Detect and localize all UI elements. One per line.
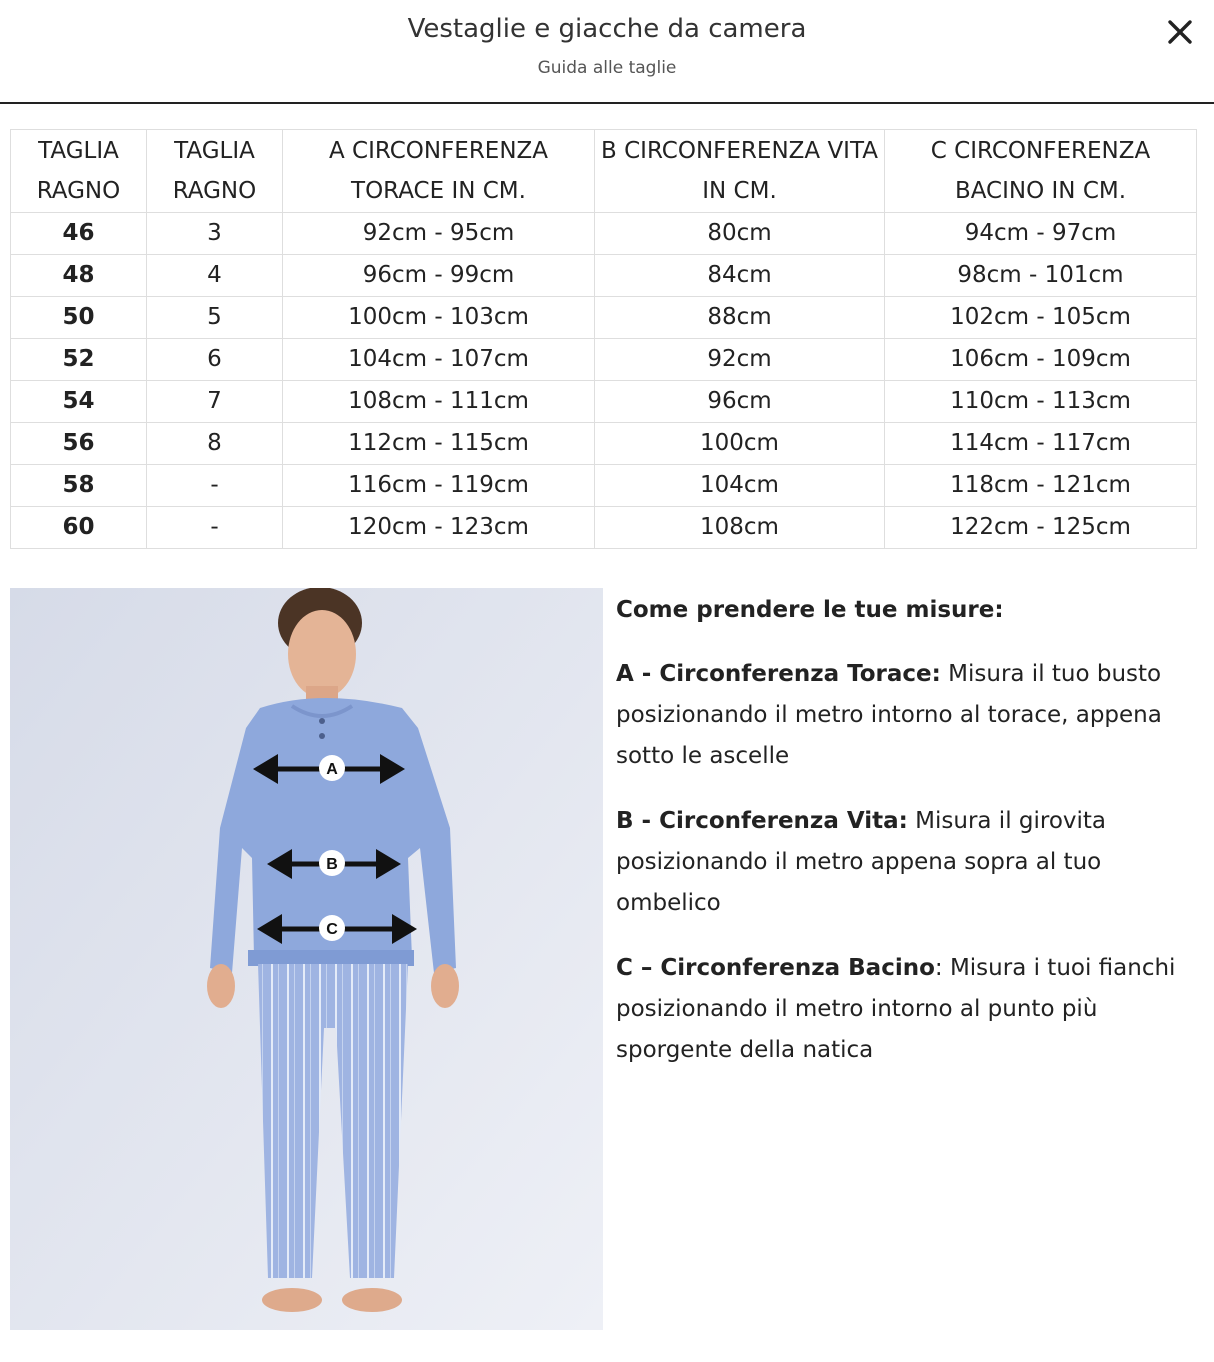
- table-cell: 54: [11, 381, 147, 423]
- table-cell: 5: [147, 297, 283, 339]
- table-row: [11, 423, 1197, 465]
- table-cell: 92cm - 95cm: [283, 213, 595, 255]
- table-cell: 8: [147, 423, 283, 465]
- table-row: [11, 507, 1197, 549]
- marker-c: C: [326, 921, 338, 938]
- table-cell: 98cm - 101cm: [885, 255, 1197, 297]
- table-cell: 116cm - 119cm: [283, 465, 595, 507]
- table-cell: 104cm: [595, 465, 885, 507]
- table-row: [11, 297, 1197, 339]
- close-button[interactable]: [1160, 12, 1200, 52]
- table-cell: 112cm - 115cm: [283, 423, 595, 465]
- modal-subtitle: Guida alle taglie: [537, 58, 677, 78]
- header-bacino: C CIRCONFERENZA BACINO IN CM.: [885, 130, 1197, 213]
- model-pajama-illustration: [10, 588, 603, 1330]
- guide-label: B - Circonferenza Vita:: [616, 808, 908, 834]
- table-row: [11, 339, 1197, 381]
- table-cell: 114cm - 117cm: [885, 423, 1197, 465]
- table-cell: 80cm: [595, 213, 885, 255]
- guide-label: C – Circonferenza Bacino: [616, 955, 935, 981]
- table-cell: 50: [11, 297, 147, 339]
- table-cell: 6: [147, 339, 283, 381]
- size-table: [10, 129, 1197, 549]
- table-cell: 122cm - 125cm: [885, 507, 1197, 549]
- table-cell: 96cm: [595, 381, 885, 423]
- measurement-guide: [616, 590, 1196, 1095]
- header-torace: A CIRCONFERENZA TORACE IN CM.: [283, 130, 595, 213]
- table-cell: 46: [11, 213, 147, 255]
- marker-a: A: [326, 761, 338, 778]
- table-cell: 48: [11, 255, 147, 297]
- table-cell: -: [147, 465, 283, 507]
- modal-header: [0, 0, 1214, 104]
- table-cell: 96cm - 99cm: [283, 255, 595, 297]
- guide-item-torace: [616, 654, 1196, 777]
- table-cell: 120cm - 123cm: [283, 507, 595, 549]
- table-cell: 94cm - 97cm: [885, 213, 1197, 255]
- table-cell: 108cm - 111cm: [283, 381, 595, 423]
- table-cell: 56: [11, 423, 147, 465]
- table-cell: 92cm: [595, 339, 885, 381]
- table-cell: 106cm - 109cm: [885, 339, 1197, 381]
- table-cell: 100cm: [595, 423, 885, 465]
- table-cell: 58: [11, 465, 147, 507]
- table-cell: 7: [147, 381, 283, 423]
- table-cell: 88cm: [595, 297, 885, 339]
- guide-heading: Come prendere le tue misure:: [616, 597, 1004, 623]
- guide-item-vita: [616, 801, 1196, 924]
- table-cell: 102cm - 105cm: [885, 297, 1197, 339]
- guide-text: Misura il tuo busto posizionando il metro intorno al torace, appena sotto le ascelle: [616, 661, 1162, 769]
- guide-label: A - Circonferenza Torace:: [616, 661, 941, 687]
- guide-text: Misura i tuoi fianchi posizionando il metro intorno al punto più sporgente della natica: [616, 955, 1176, 1063]
- table-cell: 100cm - 103cm: [283, 297, 595, 339]
- table-cell: 84cm: [595, 255, 885, 297]
- table-row: [11, 381, 1197, 423]
- guide-item-bacino: C – Circonferenza Bacino: Misura i tuoi fianchi posizionando il metro intorno al punto più sporgente della natica: [616, 955, 1176, 1063]
- table-row: [11, 213, 1197, 255]
- table-header-row: [11, 130, 1197, 213]
- table-row: [11, 255, 1197, 297]
- measurement-figure: [10, 588, 603, 1330]
- close-icon: [1160, 12, 1200, 52]
- table-cell: -: [147, 507, 283, 549]
- header-vita: B CIRCONFERENZA VITA IN CM.: [595, 130, 885, 213]
- table-cell: 4: [147, 255, 283, 297]
- table-cell: 108cm: [595, 507, 885, 549]
- table-cell: 52: [11, 339, 147, 381]
- header-taglia-ragno-2: TAGLIA RAGNO: [147, 130, 283, 213]
- table-cell: 104cm - 107cm: [283, 339, 595, 381]
- table-cell: 3: [147, 213, 283, 255]
- modal-title: Vestaglie e giacche da camera: [407, 14, 807, 44]
- table-row: [11, 465, 1197, 507]
- guide-text: Misura il girovita posizionando il metro appena sopra al tuo ombelico: [616, 808, 1107, 916]
- table-cell: 118cm - 121cm: [885, 465, 1197, 507]
- marker-b: B: [326, 856, 338, 873]
- table-cell: 110cm - 113cm: [885, 381, 1197, 423]
- header-taglia-ragno-1: TAGLIA RAGNO: [11, 130, 147, 213]
- table-cell: 60: [11, 507, 147, 549]
